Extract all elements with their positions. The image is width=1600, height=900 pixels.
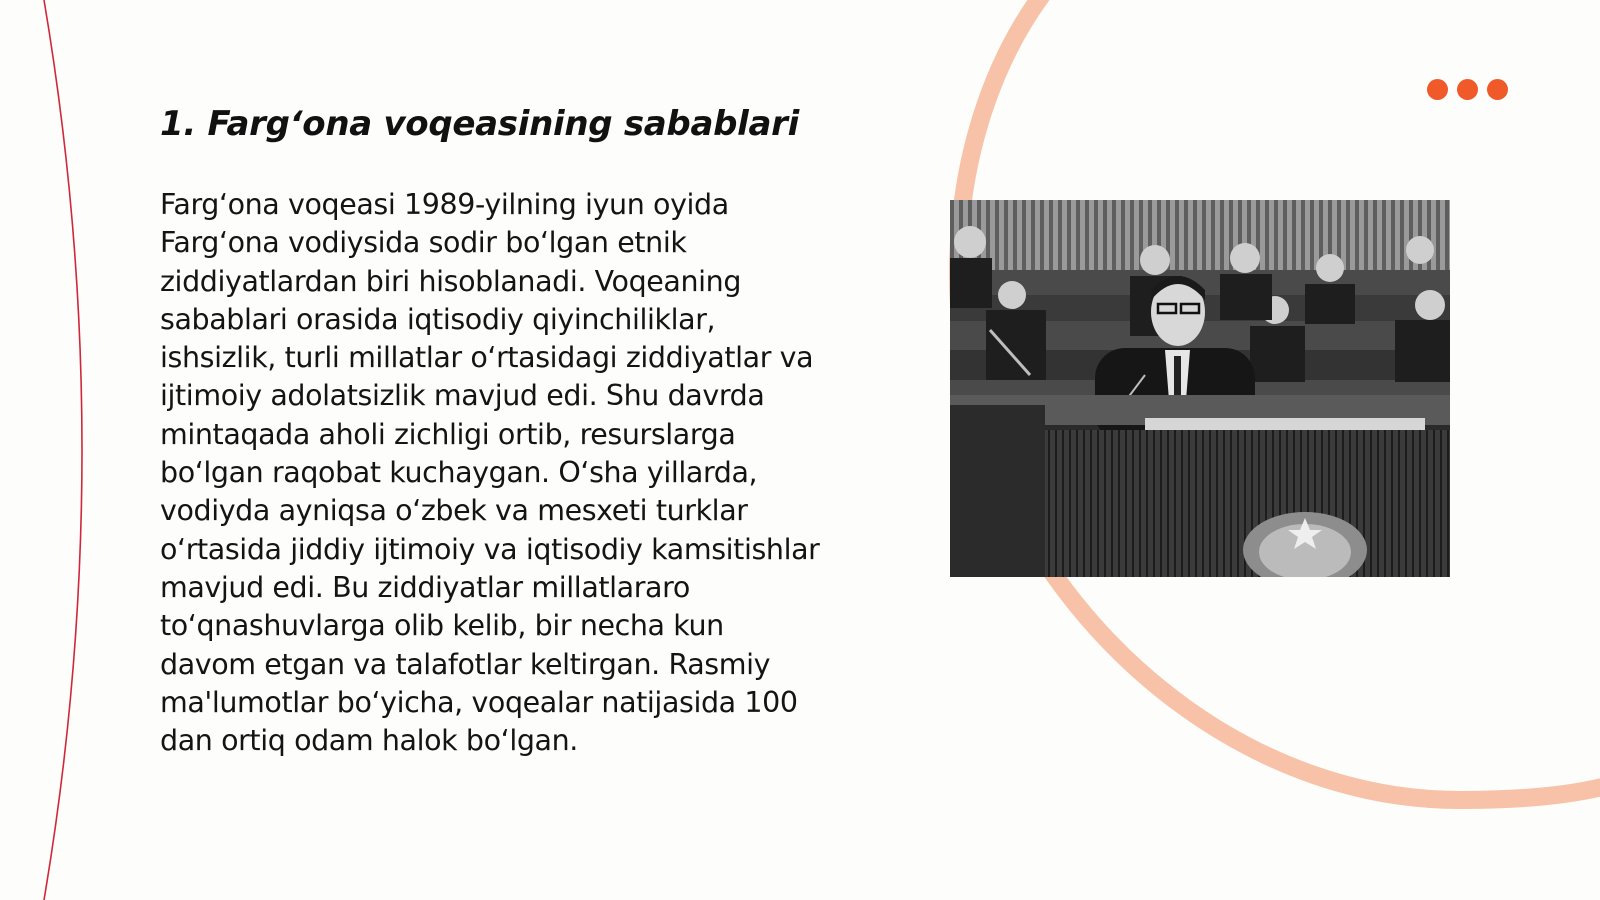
menu-dots-icon [1427,79,1508,100]
photo-illustration [950,200,1450,577]
dot [1457,79,1478,100]
dot [1427,79,1448,100]
slide-title: 1. Farg‘ona voqeasining sabablari [160,104,799,144]
left-curve-line [44,0,82,900]
historical-photo [950,200,1450,577]
slide-body-text: Farg‘ona voqeasi 1989-yilning iyun oyida Farg‘ona vodiysida sodir bo‘lgan etnik ziddiyatlardan biri hisoblanadi. Voqeaning sabablari orasida iqtisodiy qiyinchiliklar, ishsizlik, turli millatlar o‘rtasidagi ziddiyatlar va ijtimoiy adolatsizlik mavjud edi. Shu davrda mintaqada aholi zichligi ortib, resurslarga bo‘lgan raqobat kuchaygan. O‘sha yillarda, vodiyda ayniqsa o‘zbek va mesxeti turklar o‘rtasida jiddiy ijtimoiy va iqtisodiy kamsitishlar mavjud edi. Bu ziddiyatlar millatlararo to‘qnashuvlarga olib kelib, bir necha kun davom etgan va talafotlar keltirgan. Rasmiy ma'lumotlar bo‘yicha, voqealar natijasida 100 dan ortiq odam halok bo‘lgan. [160,188,820,758]
dot [1487,79,1508,100]
